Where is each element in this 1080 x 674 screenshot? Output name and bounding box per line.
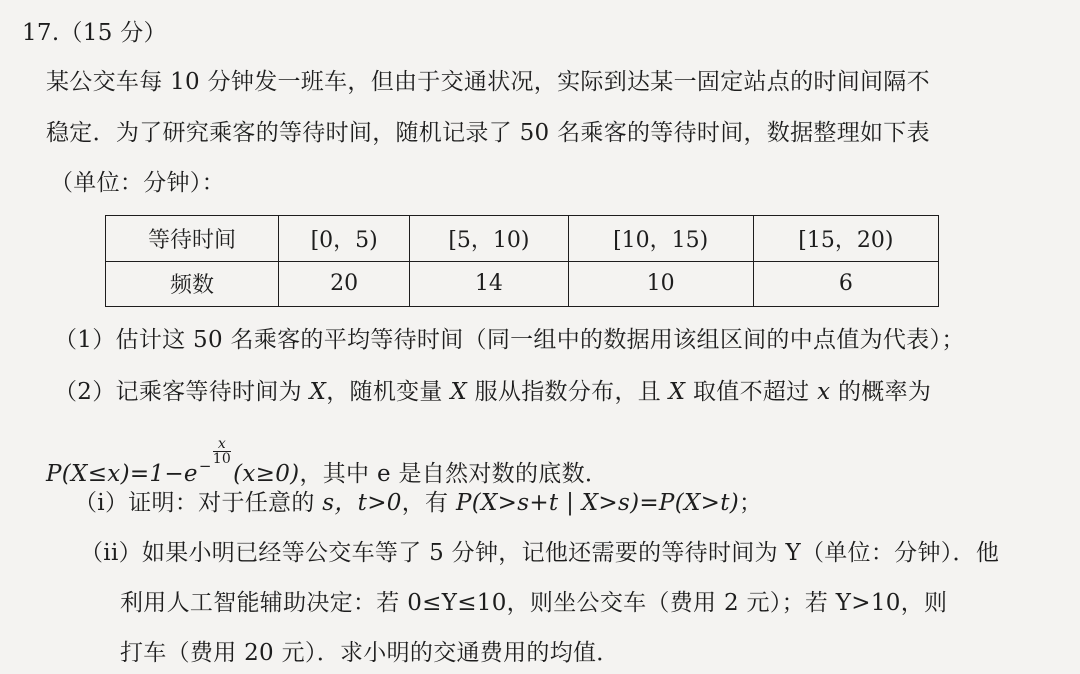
formula-exponent xyxy=(199,437,233,474)
table-cell: 10 xyxy=(568,261,753,307)
formula-tail: ，其中 e 是自然对数的底数． xyxy=(299,461,609,487)
table-cell: [5，10) xyxy=(410,216,568,262)
q2-text: 服从指数分布，且 xyxy=(467,379,669,405)
q2-text: 取值不超过 xyxy=(685,379,818,405)
intro-line-2: 稳定．为了研究乘客的等待时间，随机记录了 50 名乘客的等待时间，数据整理如下表 xyxy=(46,120,930,146)
q2-text: 的概率为 xyxy=(830,379,932,405)
q2-var: X xyxy=(309,379,327,405)
q2-var: X xyxy=(450,379,468,405)
q2-text: （2）记乘客等待时间为 xyxy=(54,379,310,405)
table-cell: [0，5) xyxy=(279,216,410,262)
table-cell: [15，20) xyxy=(753,216,938,262)
question-1: （1）估计这 50 名乘客的平均等待时间（同一组中的数据用该组区间的中点值为代表）； xyxy=(54,327,965,353)
question-2-ii-line-1: （ii）如果小明已经等公交车等了 5 分钟，记他还需要的等待时间为 Y（单位：分钟）．他 xyxy=(80,540,1000,566)
table-cell: 14 xyxy=(410,261,568,307)
question-2-ii-line-2: 利用人工智能辅助决定：若 0≤Y≤10，则坐公交车（费用 2 元）；若 Y>10，则 xyxy=(120,590,948,616)
formula-condition: (x≥0) xyxy=(233,461,300,487)
qi-vars: s，t>0 xyxy=(322,490,402,516)
q2-text: ，随机变量 xyxy=(326,379,451,405)
frequency-table xyxy=(105,215,939,307)
intro-line-1: 某公交车每 10 分钟发一班车，但由于交通状况，实际到达某一固定站点的时间间隔不 xyxy=(46,69,930,95)
formula-left: P(X≤x)=1−e xyxy=(46,461,198,487)
table-cell: 6 xyxy=(753,261,938,307)
table-cell: 20 xyxy=(279,261,410,307)
fraction-denominator: 10 xyxy=(212,451,232,467)
table-row xyxy=(106,261,939,307)
q2-var: x xyxy=(817,379,831,405)
qi-text: （i）证明：对于任意的 xyxy=(74,490,323,516)
exponent-fraction xyxy=(213,437,231,466)
problem-header: 17.（15 分） xyxy=(22,20,167,46)
qi-text: ； xyxy=(739,490,763,516)
table-cell: [10，15) xyxy=(568,216,753,262)
fraction-numerator: x xyxy=(213,437,231,452)
qi-text: ，有 xyxy=(401,490,456,516)
question-2-i xyxy=(74,488,762,518)
question-2 xyxy=(54,377,931,407)
exponent-sign: − xyxy=(198,457,212,475)
question-2-ii-line-3: 打车（费用 20 元）．求小明的交通费用的均值． xyxy=(120,640,620,666)
cdf-formula xyxy=(46,437,608,489)
table-row xyxy=(106,216,939,262)
qi-formula: P(X>s+t | X>s)=P(X>t) xyxy=(455,490,740,516)
table-row-label: 频数 xyxy=(106,261,279,307)
table-row-label: 等待时间 xyxy=(106,216,279,262)
intro-line-3: （单位：分钟）： xyxy=(50,170,225,196)
q2-var: X xyxy=(668,379,686,405)
